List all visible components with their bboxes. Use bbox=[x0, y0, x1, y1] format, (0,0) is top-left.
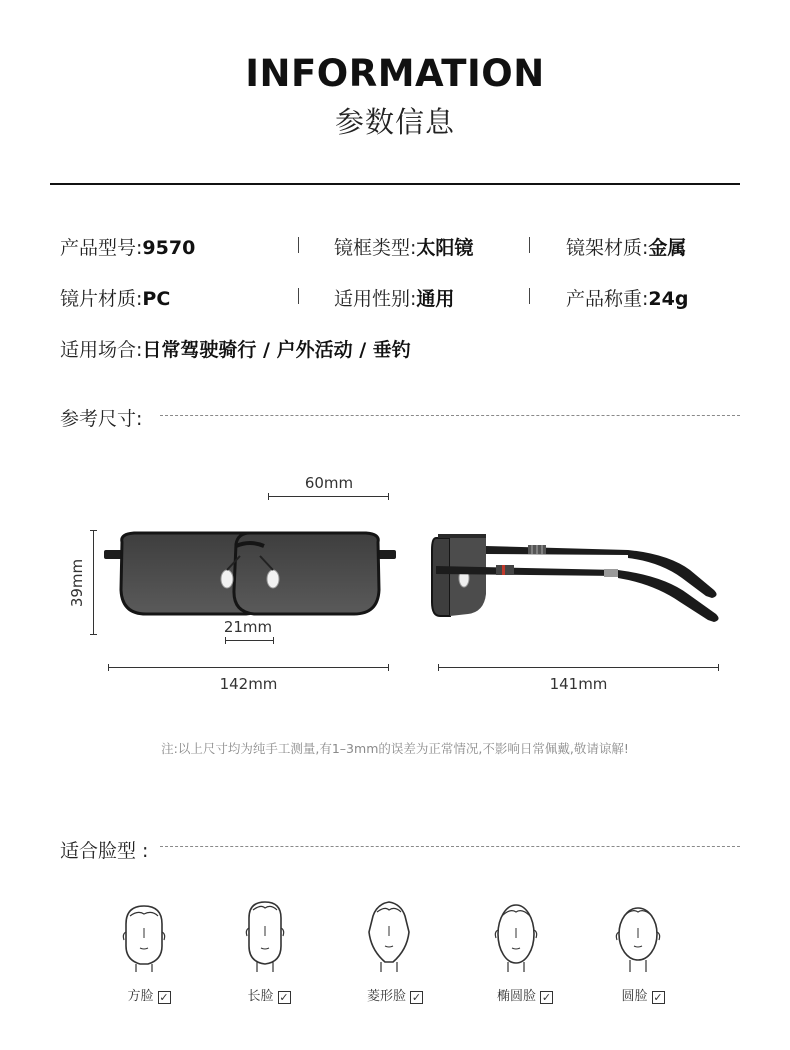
spec-frame-material bbox=[566, 233, 686, 260]
check-icon: ✓ bbox=[159, 991, 169, 1004]
spec-occasion bbox=[60, 335, 411, 362]
frame-width-label: 142mm bbox=[219, 675, 278, 693]
temple-length-tick bbox=[718, 664, 719, 671]
spec-weight bbox=[566, 284, 688, 311]
lens-height-line bbox=[93, 530, 94, 634]
spec-separator bbox=[529, 288, 530, 304]
lens-height-tick bbox=[90, 634, 97, 635]
face-label-round bbox=[598, 985, 688, 1004]
lens-width-line bbox=[268, 496, 389, 497]
spec-model-value: 9570 bbox=[142, 237, 196, 259]
spec-separator bbox=[298, 237, 299, 253]
lens-height-tick bbox=[90, 530, 97, 531]
temple-upper-shape bbox=[486, 546, 628, 555]
temple-tip-lower bbox=[618, 570, 719, 622]
spec-occasion-value: 日常驾驶骑行 / 户外活动 / 垂钓 bbox=[142, 339, 411, 361]
temple-length-label: 141mm bbox=[549, 675, 608, 693]
measurement-note: 注:以上尺寸均为纯手工测量,有1–3mm的误差为正常情况,不影响日常佩戴,敬请谅解! bbox=[161, 741, 629, 756]
header-divider bbox=[50, 183, 740, 185]
face-label-text: 圆脸 bbox=[621, 989, 648, 1004]
face-label-long bbox=[224, 985, 314, 1004]
temple-length-line bbox=[438, 667, 719, 668]
frame-width-tick bbox=[388, 664, 389, 671]
lens-height-label: 39mm bbox=[68, 558, 86, 608]
temple-length-tick bbox=[438, 664, 439, 671]
bridge-width-line bbox=[225, 640, 274, 641]
diamond-face-icon bbox=[363, 898, 415, 972]
spec-lens-material bbox=[60, 284, 170, 311]
spec-weight-label: 产品称重: bbox=[566, 288, 649, 310]
page-title-en: INFORMATION bbox=[245, 52, 545, 95]
spec-separator bbox=[529, 237, 530, 253]
check-icon: ✓ bbox=[411, 991, 422, 1004]
face-label-diamond bbox=[350, 985, 440, 1004]
face-label-square bbox=[104, 985, 194, 1004]
face-section-dashed-line bbox=[160, 846, 740, 847]
size-section-dashed-line bbox=[160, 415, 740, 416]
check-icon: ✓ bbox=[279, 991, 289, 1004]
spec-separator bbox=[298, 288, 299, 304]
spec-frame-type-value: 太阳镜 bbox=[416, 237, 474, 259]
spec-lens-material-label: 镜片材质: bbox=[60, 288, 143, 310]
face-label-text: 菱形脸 bbox=[366, 989, 406, 1004]
spec-gender-label: 适用性别: bbox=[334, 288, 417, 310]
spec-model bbox=[60, 233, 195, 260]
lens-width-tick bbox=[388, 493, 389, 500]
oval-face-icon bbox=[490, 900, 542, 972]
spec-frame-material-value: 金属 bbox=[648, 237, 687, 259]
spec-lens-material-value: PC bbox=[142, 288, 171, 310]
face-label-text: 方脸 bbox=[127, 989, 154, 1004]
frame-width-line bbox=[108, 667, 389, 668]
long-face-icon bbox=[239, 898, 291, 972]
lens-side-shape bbox=[432, 538, 450, 616]
frame-top-edge bbox=[438, 534, 486, 538]
face-section-label: 适合脸型 : bbox=[60, 840, 149, 862]
spec-gender bbox=[334, 284, 454, 311]
spec-occasion-label: 适用场合: bbox=[60, 339, 143, 361]
face-label-text: 椭圆脸 bbox=[496, 989, 536, 1004]
spec-frame-type-label: 镜框类型: bbox=[334, 237, 417, 259]
lens-width-tick bbox=[268, 493, 269, 500]
bridge-width-tick bbox=[225, 637, 226, 644]
spec-gender-value: 通用 bbox=[416, 288, 455, 310]
bridge-width-label: 21mm bbox=[223, 618, 273, 636]
page-title-cn: 参数信息 bbox=[334, 105, 455, 139]
glasses-front-view bbox=[100, 520, 400, 630]
bridge-width-tick bbox=[273, 637, 274, 644]
face-label-text: 长脸 bbox=[247, 989, 274, 1004]
size-section-label: 参考尺寸: bbox=[60, 408, 143, 430]
spec-weight-value: 24g bbox=[648, 288, 689, 310]
glasses-side-view bbox=[428, 520, 728, 630]
face-label-oval bbox=[480, 985, 570, 1004]
spec-model-label: 产品型号: bbox=[60, 237, 143, 259]
spec-frame-material-label: 镜架材质: bbox=[566, 237, 649, 259]
check-icon: ✓ bbox=[653, 991, 663, 1004]
spec-frame-type bbox=[334, 233, 473, 260]
round-face-icon bbox=[612, 902, 664, 972]
frame-width-tick bbox=[108, 664, 109, 671]
check-icon: ✓ bbox=[541, 991, 552, 1004]
lens-width-label: 60mm bbox=[304, 474, 354, 492]
square-face-icon bbox=[118, 902, 170, 972]
